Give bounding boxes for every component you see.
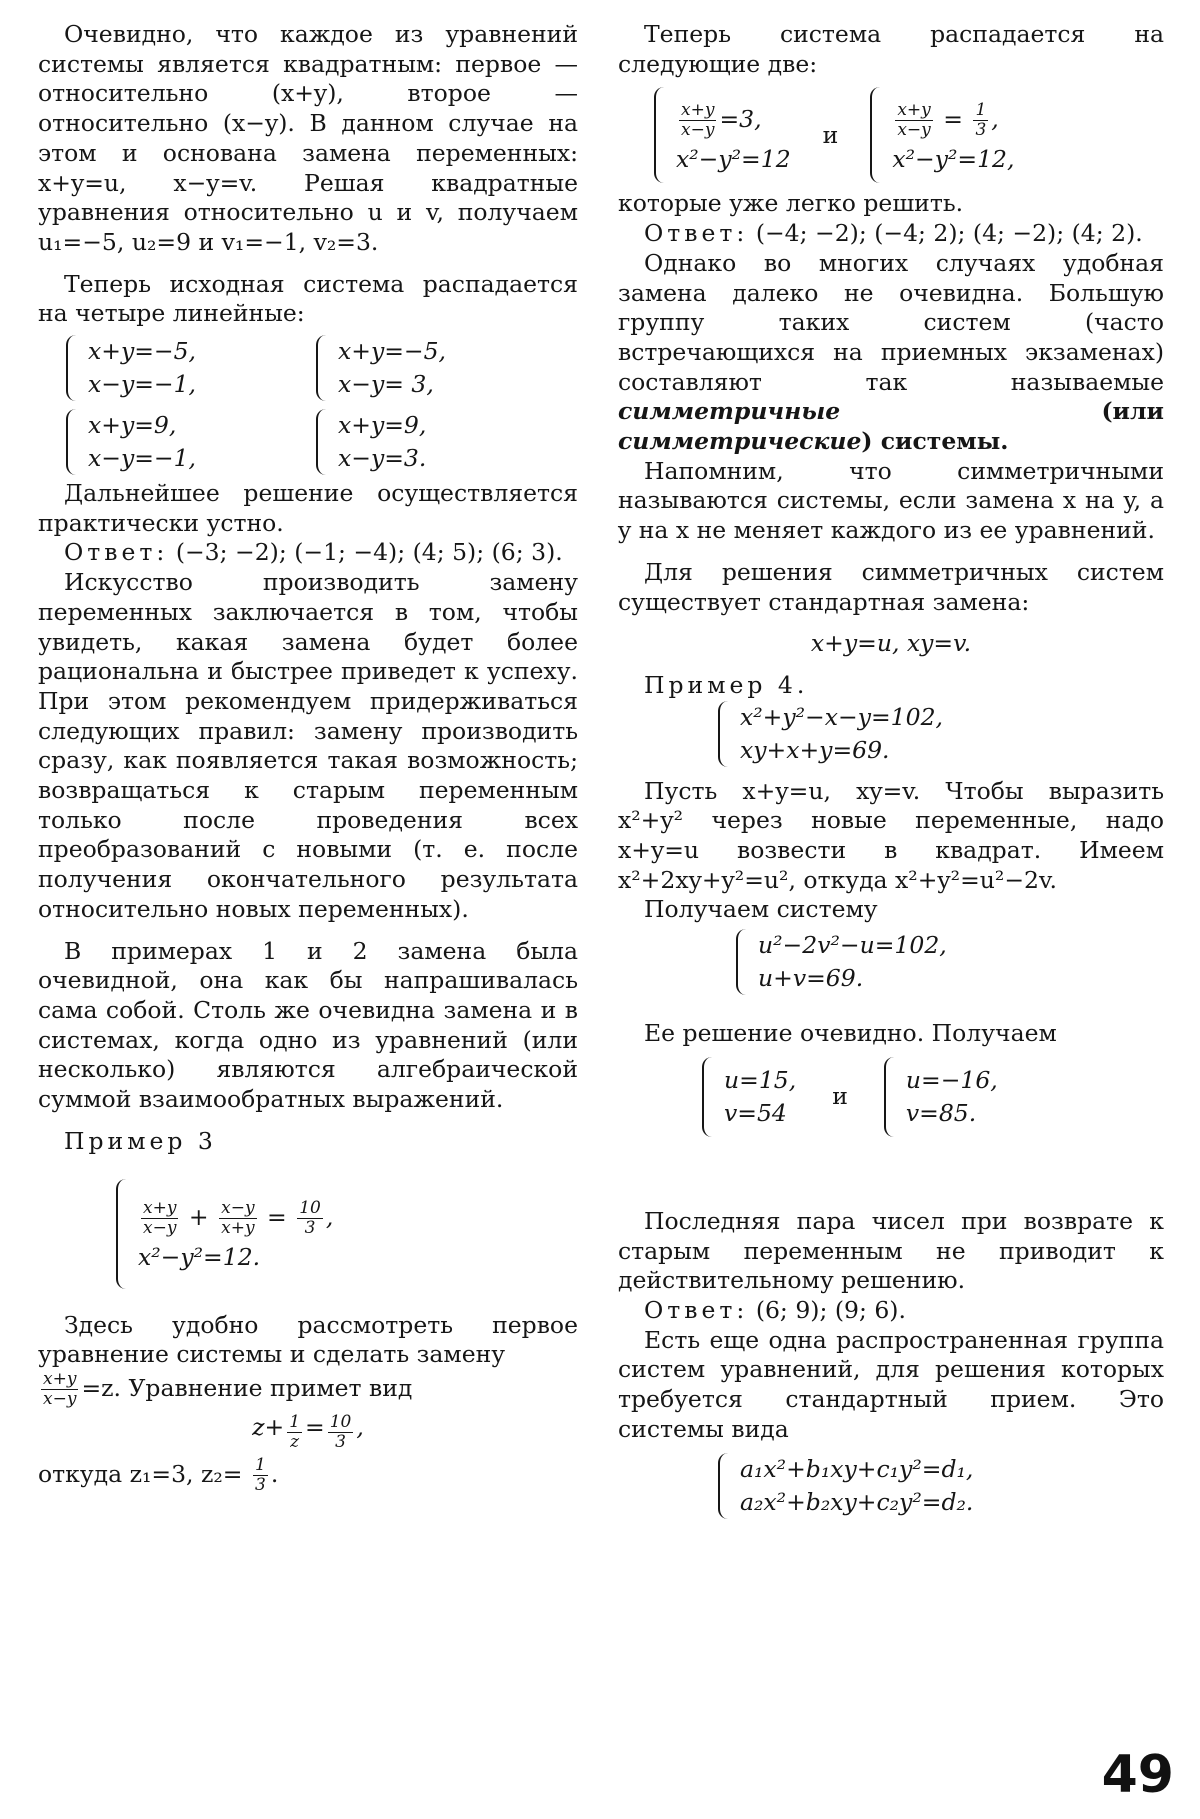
paragraph: Последняя пара чисел при возврате к старым переменным не приводит к действительному решению. xyxy=(618,1206,1164,1295)
answer: Ответ: (−3; −2); (−1; −4); (4; 5); (6; 3). xyxy=(64,538,563,567)
linear-systems xyxy=(66,331,578,479)
answer: Ответ: (−4; −2); (−4; 2); (4; −2); (4; 2). xyxy=(644,219,1143,248)
equation-z: z+ $\frac{1}{z}$ = $\frac{10}{3}$ , xyxy=(252,1411,364,1452)
left-column xyxy=(38,20,578,1495)
system: x+y=9, x−y=−1, xyxy=(66,409,316,475)
system: $\frac{x+y}{x-y}$ =3, x²−y²=12 xyxy=(654,87,791,183)
paragraph: Очевидно, что каждое из уравнений системы является квадратным: первое — относительно (x+y), второе — относительно (x−y). В данном случае на этом и основана замена переменных: x+y=u, x−y=v. Решая квадратные уравнения относительно u и v, получаем u₁=−5, u₂=9 и v₁=−1, v₂=3. xyxy=(38,20,578,256)
page-number: 49 xyxy=(1101,1745,1174,1805)
system: x+y=−5, x−y=−1, xyxy=(66,335,316,401)
system: u=−16, v=85. xyxy=(884,1057,998,1137)
paragraph: Напомним, что симметричными называются системы, если замена x на y, а y на x не меняет каждого из ее уравнений. xyxy=(618,456,1164,545)
equation: x+y=u, xy=v. xyxy=(810,629,972,658)
system: u=15, v=54 xyxy=(702,1057,796,1137)
paragraph: Здесь удобно рассмотреть первое уравнение системы и сделать замену xyxy=(38,1310,578,1369)
right-column xyxy=(618,20,1164,1519)
paragraph: Теперь исходная система распадается на четыре линейные: xyxy=(38,269,578,328)
paragraph: В примерах 1 и 2 замена была очевидной, она как бы напрашивалась сама собой. Столь же очевидна замена и в системах, когда одно из уравнений (или несколько) являются алгебраической суммой взаимообратных выражений. xyxy=(38,936,578,1114)
example-heading: Пример 4. xyxy=(644,670,809,699)
final-system: a₁x²+b₁xy+c₁y²=d₁, a₂x²+b₂xy+c₂y²=d₂. xyxy=(718,1453,1164,1519)
paragraph: которые уже легко решить. xyxy=(618,189,964,218)
paragraph: Получаем систему xyxy=(644,895,878,924)
system: x+y=9, x−y=3. xyxy=(316,409,566,475)
paragraph: $\frac{x+y}{x-y}$ =z. Уравнение примет вид xyxy=(43,1368,413,1409)
paragraph: Дальнейшее решение осуществляется практически устно. xyxy=(38,479,578,537)
paragraph: Однако во многих случаях удобная замена далеко не очевидна. Большую группу таких систем (часто встречающихся на приемных экзаменах) составляют так называемые симметричные (или симметрические) системы. xyxy=(618,248,1164,456)
two-systems: $\frac{x+y}{x-y}$ =3, x²−y²=12 и $\frac{x+y}{x-y}$ = $\frac{1}{3}$ , x²−y²=12, xyxy=(654,83,1164,187)
paragraph: откуда z₁=3, z₂= $\frac{1}{3}$ . xyxy=(38,1454,279,1495)
solutions: u=15, v=54 и u=−16, v=85. xyxy=(702,1053,1164,1141)
uv-system: u²−2v²−u=102, u+v=69. xyxy=(736,929,1164,995)
system: x+y=−5, x−y= 3, xyxy=(316,335,566,401)
paragraph: Есть еще одна распространенная группа систем уравнений, для решения которых требуется стандартный прием. Это системы вида xyxy=(618,1325,1164,1443)
paragraph: Теперь система распадается на следующие две: xyxy=(618,20,1164,78)
paragraph: Искусство производить замену переменных заключается в том, чтобы увидеть, какая замена будет более рациональна и быстрее приведет к успеху. При этом рекомендуем придерживаться следующих правил: замену производить сразу, как появляется такая возможность; возвращаться к старым переменным только после проведения всех преобразований с новыми (т. е. после получения окончательного результата относительно новых переменных). xyxy=(38,568,578,923)
paragraph: Пусть x+y=u, xy=v. Чтобы выразить x²+y² через новые переменные, надо x+y=u возвести в квадрат. Имеем x²+2xy+y²=u², откуда x²+y²=u²−2v. xyxy=(618,776,1164,894)
example3-system: $\frac{x+y}{x-y}$ + $\frac{x-y}{x+y}$ = $\frac{10}{3}$ , x²−y²=12. xyxy=(116,1179,578,1289)
example-heading: Пример 3 xyxy=(64,1126,217,1155)
system: $\frac{x+y}{x-y}$ = $\frac{1}{3}$ , x²−y²=12, xyxy=(870,87,1014,183)
paragraph: Для решения симметричных систем существует стандартная замена: xyxy=(618,557,1164,616)
example4-system: x²+y²−x−y=102, xy+x+y=69. xyxy=(718,701,1164,767)
paragraph: Ее решение очевидно. Получаем xyxy=(644,1019,1057,1048)
answer: Ответ: (6; 9); (9; 6). xyxy=(644,1295,906,1324)
